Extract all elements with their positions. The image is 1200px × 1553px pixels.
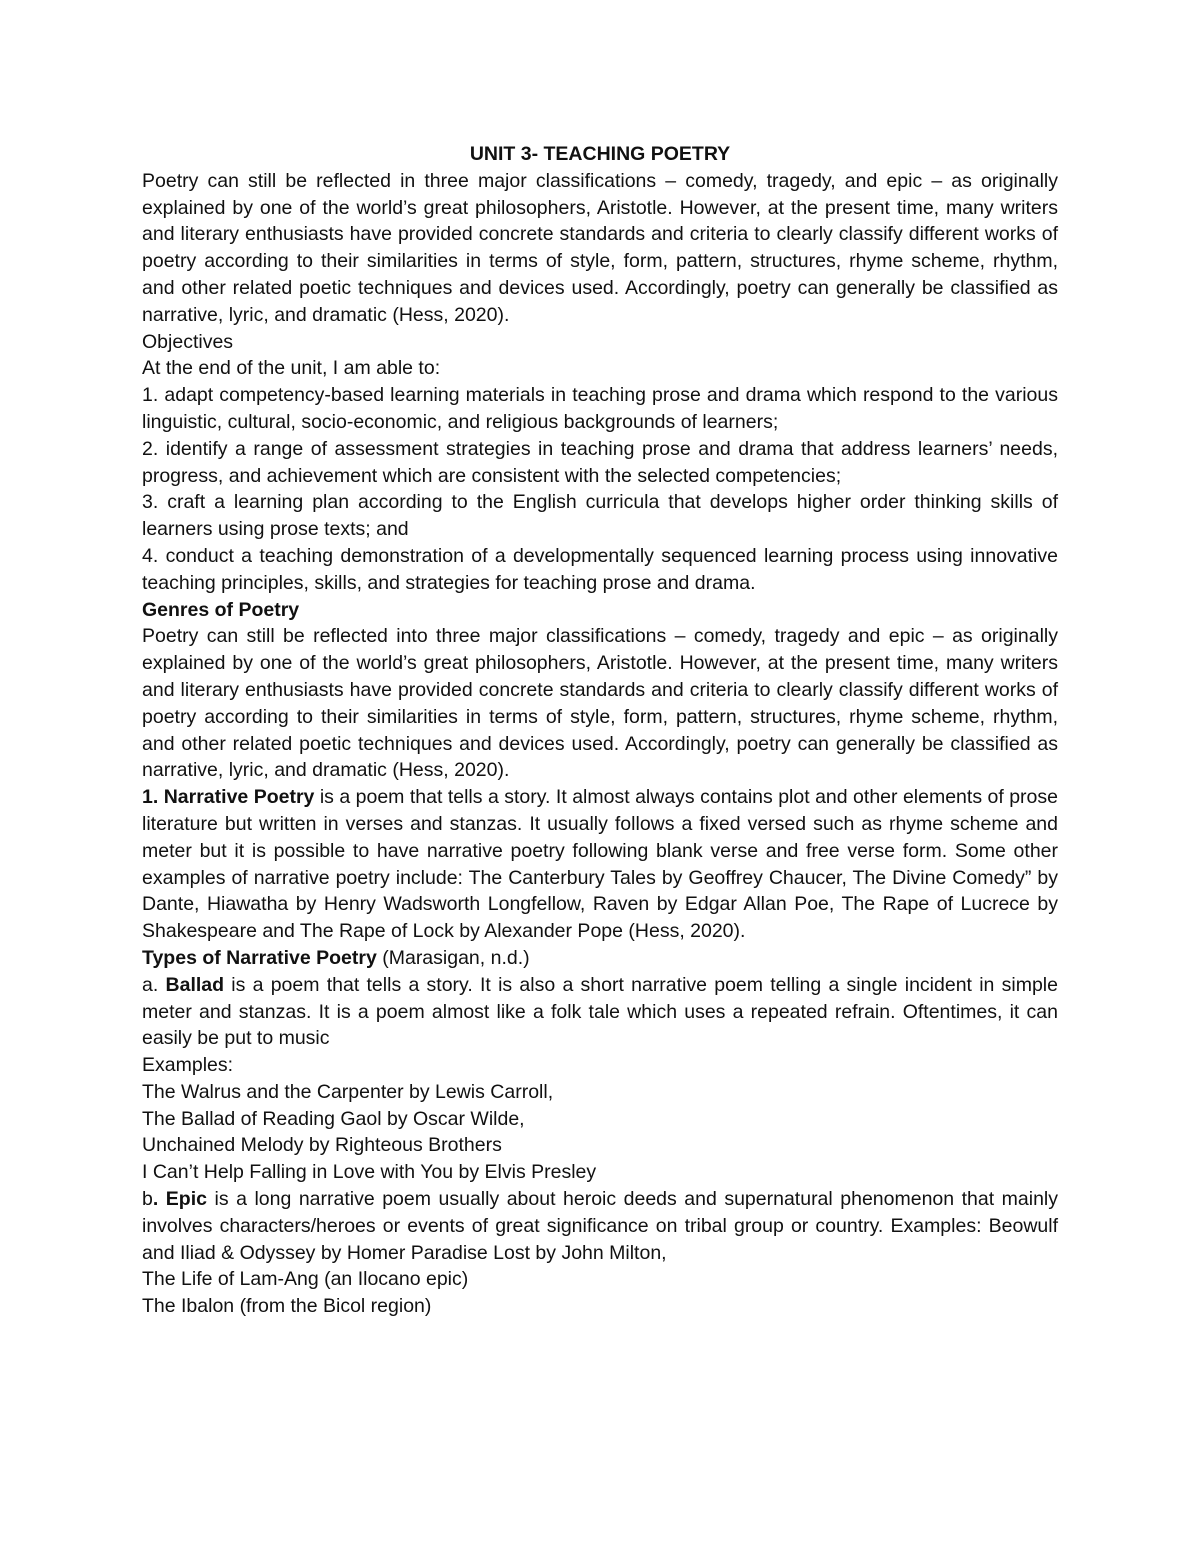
ballad-label: Ballad (165, 973, 225, 996)
objectives-lead: At the end of the unit, I am able to: (142, 357, 441, 380)
ballad-example: Unchained Melody by Righteous Brothers (142, 1134, 502, 1157)
genres-heading: Genres of Poetry (142, 598, 300, 621)
ballad-example: I Can’t Help Falling in Love with You by Elvis Presley (142, 1161, 597, 1184)
types-citation: (Marasigan, n.d.) (376, 946, 530, 969)
ballad-paragraph: a. Ballad is a poem that tells a story. It is also a short narrative poem telling a single incident in simple meter and stanzas. It is a poem almost like a folk tale which uses a repeated refrain. Oftentimes, it can easily be put to music (142, 973, 1058, 1050)
ballad-example: The Walrus and the Carpenter by Lewis Carroll, (142, 1080, 554, 1103)
epic-paragraph: b. Epic is a long narrative poem usually about heroic deeds and supernatural phenomenon that mainly involves characters/heroes or events of great significance on tribal group or country. Examples: Beowulf and Iliad & Odyssey by Homer Paradise Lost by John Milton, (142, 1188, 1058, 1264)
objective-item: 3. craft a learning plan according to the English curricula that develops higher order thinking skills of learners using prose texts; and (142, 491, 1058, 541)
narrative-label: 1. Narrative Poetry (142, 786, 315, 809)
types-heading (142, 945, 1058, 972)
objectives-heading: Objectives (142, 330, 234, 353)
page-title: UNIT 3- TEACHING POETRY (469, 143, 731, 165)
types-label: Types of Narrative Poetry (142, 946, 377, 969)
epic-label: . Epic (152, 1188, 207, 1211)
document-page (142, 141, 1058, 1320)
epic-body: is a long narrative poem usually about heroic deeds and supernatural phenomenon that mainly involves characters/heroes or events of great significance on tribal group or country. Examples: Beowulf and Iliad & Odyssey by Homer Paradise Lost by John Milton, (142, 1188, 1058, 1264)
narrative-body: is a poem that tells a story. It almost always contains plot and other elements of prose literature but written in verses and stanzas. It usually follows a fixed versed such as rhyme scheme and meter but it is possible to have narrative poetry following blank verse and free verse form. Some other examples of narrative poetry include: The Canterbury Tales by Geoffrey Chaucer, The Divine Comedy” by Dante, Hiawatha by Henry Wadsworth Longfellow, Raven by Edgar Allan Poe, The Rape of Lucrece by Shakespeare and The Rape of Lock by Alexander Pope (Hess, 2020). (142, 786, 1058, 943)
epic-example: The Life of Lam-Ang (an Ilocano epic) (142, 1268, 469, 1291)
ballad-body: is a poem that tells a story. It is also a short narrative poem telling a single incident in simple meter and stanzas. It is a poem almost like a folk tale which uses a repeated refrain. Oftentimes, it can easily be put to music (142, 973, 1058, 1050)
epic-example: The Ibalon (from the Bicol region) (142, 1295, 432, 1318)
objective-item: 1. adapt competency-based learning materials in teaching prose and drama which respond to the various linguistic, cultural, socio-economic, and religious backgrounds of learners; (142, 384, 1058, 433)
ballad-example: The Ballad of Reading Gaol by Oscar Wilde, (142, 1107, 525, 1130)
genres-paragraph: Poetry can still be reflected into three major classifications – comedy, tragedy and epic – as originally explained by one of the world’s great philosophers, Aristotle. However, at the present time, many writers and literary enthusiasts have provided concrete standards and criteria to clearly classify different works of poetry according to their similarities in terms of style, form, pattern, structures, rhyme scheme, rhythm, and other related poetic techniques and devices used. Accordingly, poetry can generally be classified as narrative, lyric, and dramatic (Hess, 2020). (142, 625, 1058, 782)
narrative-paragraph (142, 784, 1058, 945)
ballad-examples-label: Examples: (142, 1054, 234, 1077)
intro-paragraph: Poetry can still be reflected in three major classifications – comedy, tragedy, and epic – as originally explained by one of the world’s great philosophers, Aristotle. However, at the present time, many writers and literary enthusiasts have provided concrete standards and criteria to clearly classify different works of poetry according to their similarities in terms of style, form, pattern, structures, rhyme scheme, rhythm, and other related poetic techniques and devices used. Accordingly, poetry can generally be classified as narrative, lyric, and dramatic (Hess, 2020). (142, 169, 1058, 326)
objective-item: 4. conduct a teaching demonstration of a developmentally sequenced learning process using innovative teaching principles, skills, and strategies for teaching prose and drama. (142, 544, 1058, 594)
objective-item: 2. identify a range of assessment strategies in teaching prose and drama that address learners’ needs, progress, and achievement which are consistent with the selected competencies; (142, 437, 1058, 487)
